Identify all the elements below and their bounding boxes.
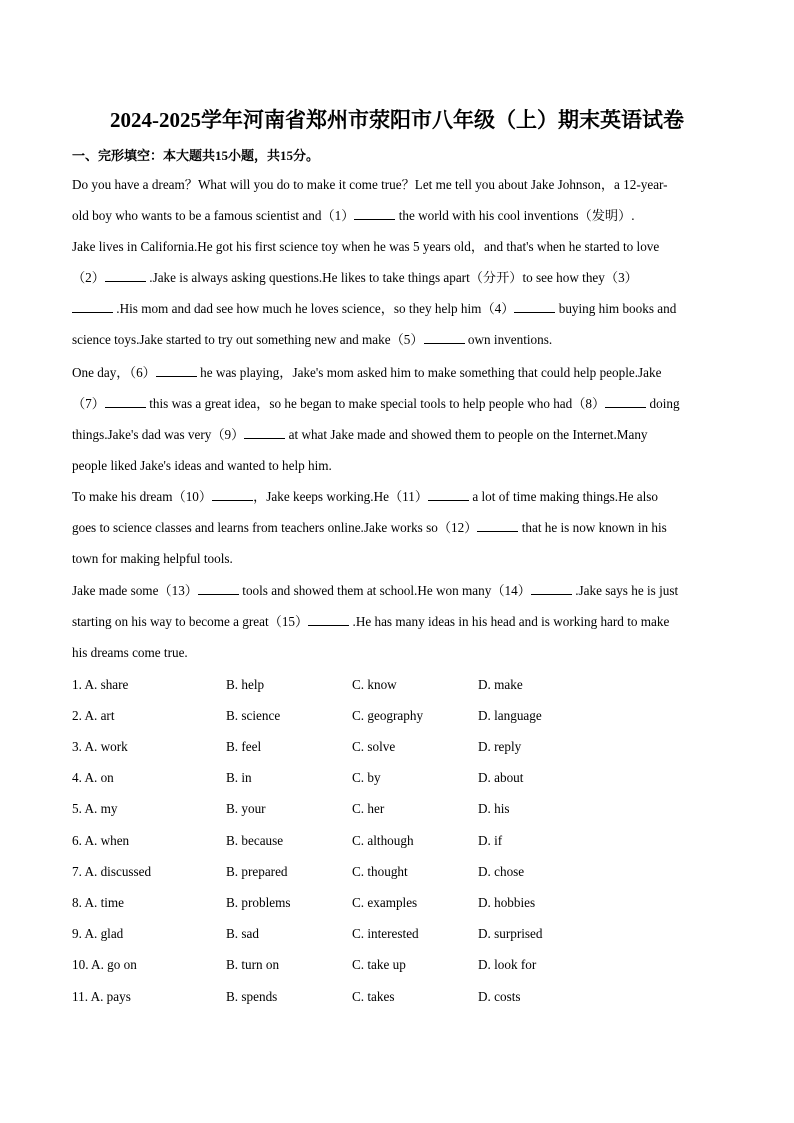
answer-blank [212, 489, 253, 501]
option-a: 3. A. work [72, 739, 128, 754]
option-b: B. feel [226, 739, 262, 754]
question-row [72, 739, 732, 755]
option-b: B. your [226, 801, 266, 816]
passage-text: .He has many ideas in his head and is working hard to make [349, 614, 670, 629]
passage-text: .His mom and dad see how much he loves science，so they help him（4） [113, 301, 515, 316]
passage-line [72, 458, 332, 474]
option-d: D. make [478, 677, 523, 692]
passage-line [72, 239, 659, 255]
passage-line [72, 301, 676, 317]
passage-text: his dreams come true. [72, 645, 188, 660]
option-b: B. because [226, 833, 284, 848]
option-a: 1. A. share [72, 677, 129, 692]
answer-blank [156, 365, 197, 377]
passage-text: old boy who wants to be a famous scientist and（1） [72, 208, 355, 223]
option-d: D. his [478, 801, 510, 816]
passage-text: tools and showed them at school.He won many（14） [238, 583, 531, 598]
passage-text: （7） [72, 396, 105, 411]
option-c: C. solve [352, 739, 396, 754]
option-c: C. takes [352, 989, 395, 1004]
answer-blank [531, 583, 572, 595]
option-b: B. spends [226, 989, 278, 1004]
question-row [72, 677, 732, 693]
passage-line [72, 489, 658, 505]
answer-blank [105, 396, 146, 408]
question-row [72, 864, 732, 880]
passage-line [72, 396, 680, 412]
passage-text: own inventions. [464, 332, 553, 347]
passage-text: he was playing，Jake's mom asked him to make something that could help people.Jake [196, 365, 662, 380]
passage-text: that he is now known in his [518, 520, 667, 535]
option-b: B. science [226, 708, 281, 723]
passage-text: at what Jake made and showed them to people on the Internet.Many [285, 427, 648, 442]
section-heading: 一、完形填空：本大题共15小题，共15分。 [72, 148, 320, 163]
question-row [72, 770, 732, 786]
passage-line [72, 520, 667, 536]
passage-text: starting on his way to become a great（15） [72, 614, 309, 629]
answer-blank [72, 301, 113, 313]
option-c: C. take up [352, 957, 406, 972]
option-c: C. interested [352, 926, 419, 941]
passage-text: ，Jake keeps working.He（11） [253, 489, 429, 504]
passage-line [72, 551, 233, 567]
option-c: C. know [352, 677, 397, 692]
passage-text: To make his dream（10） [72, 489, 213, 504]
answer-blank [105, 270, 146, 282]
option-a: 4. A. on [72, 770, 114, 785]
passage-text: One day，（6） [72, 365, 156, 380]
question-row [72, 926, 732, 942]
passage-text: .Jake says he is just [571, 583, 679, 598]
answer-blank [477, 520, 518, 532]
option-c: C. examples [352, 895, 418, 910]
question-row [72, 957, 732, 973]
passage-text: Do you have a dream？What will you do to make it come true？Let me tell you about Jake Johnson，a 12-year- [72, 177, 668, 192]
option-d: D. chose [478, 864, 525, 879]
answer-blank [514, 301, 555, 313]
option-a: 6. A. when [72, 833, 130, 848]
answer-blank [198, 583, 239, 595]
option-d: D. about [478, 770, 524, 785]
passage-text: things.Jake's dad was very（9） [72, 427, 245, 442]
option-b: B. in [226, 770, 252, 785]
option-d: D. costs [478, 989, 521, 1004]
passage-text: goes to science classes and learns from teachers online.Jake works so（12） [72, 520, 478, 535]
option-a: 7. A. discussed [72, 864, 152, 879]
option-a: 11. A. pays [72, 989, 131, 1004]
passage-text: science toys.Jake started to try out something new and make（5） [72, 332, 424, 347]
option-b: B. help [226, 677, 265, 692]
passage-text: .Jake is always asking questions.He likes to take things apart（分开）to see how they（3） [145, 270, 638, 285]
answer-blank [354, 208, 395, 220]
question-row [72, 833, 732, 849]
page-title: 2024-2025学年河南省郑州市荥阳市八年级（上）期末英语试卷 [110, 108, 684, 132]
option-a: 5. A. my [72, 801, 118, 816]
option-a: 2. A. art [72, 708, 115, 723]
option-c: C. geography [352, 708, 424, 723]
passage-line [72, 365, 661, 381]
answer-blank [428, 489, 469, 501]
option-b: B. turn on [226, 957, 280, 972]
question-row [72, 708, 732, 724]
passage-text: doing [646, 396, 680, 411]
question-row [72, 989, 732, 1005]
question-row [72, 801, 732, 817]
passage-text: town for making helpful tools. [72, 551, 233, 566]
passage-text: a lot of time making things.He also [469, 489, 659, 504]
option-c: C. thought [352, 864, 408, 879]
option-b: B. problems [226, 895, 291, 910]
passage-text: this was a great idea，so he began to make special tools to help people who had（8） [145, 396, 606, 411]
option-d: D. surprised [478, 926, 543, 941]
answer-blank [424, 332, 465, 344]
passage-line [72, 177, 668, 193]
passage-text: Jake made some（13） [72, 583, 198, 598]
option-d: D. reply [478, 739, 522, 754]
passage-line [72, 614, 669, 630]
passage-text: people liked Jake's ideas and wanted to help him. [72, 458, 332, 473]
passage-line [72, 208, 635, 224]
option-b: B. sad [226, 926, 259, 941]
option-b: B. prepared [226, 864, 288, 879]
passage-line [72, 270, 638, 286]
passage-line [72, 645, 188, 661]
passage-text: the world with his cool inventions（发明）. [395, 208, 635, 223]
passage-text: buying him books and [555, 301, 677, 316]
option-a: 9. A. glad [72, 926, 124, 941]
option-a: 10. A. go on [72, 957, 137, 972]
passage-text: （2） [72, 270, 105, 285]
answer-blank [308, 614, 349, 626]
question-row [72, 895, 732, 911]
passage-text: Jake lives in California.He got his first science toy when he was 5 years old，and that's when he started to love [72, 239, 660, 254]
option-d: D. look for [478, 957, 537, 972]
answer-blank [605, 396, 646, 408]
option-c: C. although [352, 833, 414, 848]
passage-line [72, 332, 552, 348]
option-a: 8. A. time [72, 895, 125, 910]
option-d: D. if [478, 833, 503, 848]
answer-blank [244, 427, 285, 439]
passage-line [72, 427, 648, 443]
passage-line [72, 583, 678, 599]
option-d: D. language [478, 708, 542, 723]
option-d: D. hobbies [478, 895, 536, 910]
option-c: C. by [352, 770, 381, 785]
option-c: C. her [352, 801, 385, 816]
